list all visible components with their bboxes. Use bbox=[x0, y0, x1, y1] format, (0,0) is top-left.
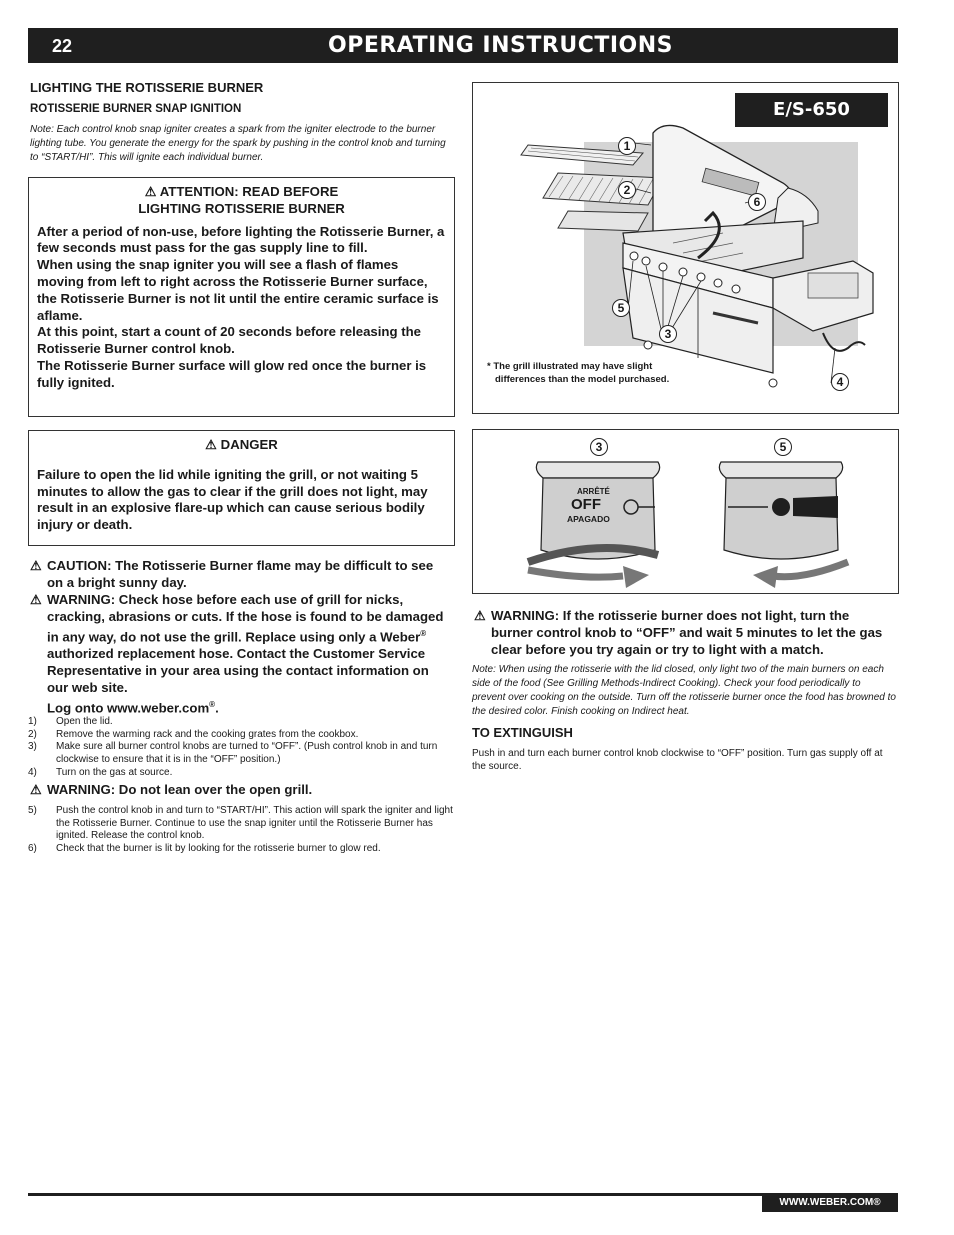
attention-box bbox=[28, 177, 455, 417]
callout-4: 4 bbox=[831, 373, 849, 391]
callout-6: 6 bbox=[748, 193, 766, 211]
hose-warning-text: WARNING: Check hose before each use of grill for nicks, cracking, abrasions or cuts. If the hose is found to be damaged in any way, do not use the grill. Replace using only a Weber bbox=[47, 592, 444, 645]
callout-1: 1 bbox=[618, 137, 636, 155]
page-title: OPERATING INSTRUCTIONS bbox=[328, 33, 673, 58]
attention-paragraph: At this point, start a count of 20 seconds before releasing the Rotisserie Burner control knob. bbox=[37, 324, 421, 357]
steps-list-a: 1) Open the lid. 2) Remove the warming rack and the cooking grates from the cookbox. 3) Make sure all burner control knobs are turned to “OFF”. (Push control knob in and turn clockwise to ensure that it is in the “OFF” position.) 4) Turn on the gas at source. bbox=[28, 716, 438, 778]
caution-text: CAUTION: The Rotisserie Burner flame may be difficult to see on a bright sunny day. bbox=[47, 558, 434, 590]
warning-triangle-icon: ⚠ bbox=[30, 558, 42, 573]
section-heading: LIGHTING THE ROTISSERIE BURNER bbox=[30, 80, 264, 95]
knob-figure bbox=[472, 429, 899, 594]
rotisserie-warning-text: WARNING: If the rotisserie burner does not light, turn the burner control knob to “OFF” and wait 5 minutes to let the gas clear before you try again or try to light with a match. bbox=[491, 608, 883, 657]
warning-triangle-icon: ⚠ bbox=[205, 437, 217, 452]
footer-url[interactable]: WWW.WEBER.COM® bbox=[762, 1193, 898, 1212]
extinguish-text: Push in and turn each burner control knob clockwise to “OFF” position. Turn gas supply off at the source. bbox=[472, 748, 883, 772]
callout-2: 2 bbox=[618, 181, 636, 199]
callout-3: 3 bbox=[659, 325, 677, 343]
attention-title-line1: ATTENTION: READ BEFORE bbox=[159, 184, 339, 199]
hose-warning-text-2: authorized replacement hose. Contact the Customer Service Representative in your area using the contact information on our web site. bbox=[47, 646, 429, 696]
callout-5: 5 bbox=[774, 438, 792, 456]
intro-note: Note: Each control knob snap igniter creates a spark from the igniter electrode to the burner lighting tube. You generate the energy for the spark by pushing in the control knob and turning to “START/HI”. This will ignite each individual burner. bbox=[30, 124, 446, 163]
page-number: 22 bbox=[52, 36, 73, 56]
knob-label-arrete: ARRÊTÉ bbox=[577, 487, 610, 496]
caution-item bbox=[30, 557, 450, 591]
danger-text: Failure to open the lid while igniting the grill, or not waiting 5 minutes to allow the gas to clear if the grill does not light, may result in an explosive flare-up which can cause serious bodily injury or death. bbox=[37, 466, 428, 533]
section-subheading: ROTISSERIE BURNER SNAP IGNITION bbox=[30, 103, 242, 115]
steps-list-b: 5) Push the control knob in and turn to “START/HI”. This action will spark the igniter and light the Rotisserie Burner. Continue to use the snap igniter until the Rotisserie Burner has ignited. Release the control knob. 6) Check that the burner is lit by looking for the rotisserie burner to glow red. bbox=[28, 805, 453, 854]
warning-triangle-icon: ⚠ bbox=[30, 782, 42, 797]
registered-mark: ® bbox=[420, 629, 427, 638]
hose-warning-item: ⚠ WARNING: Check hose before each use of grill for nicks, cracking, abrasions or cuts. If the hose is found to be damaged in any way, do not use the grill. Replace using only a Weber® authorized replacement hose. Contact the Customer Service Representative in your area using the contact information on our web site. Log onto www.weber.com®. bbox=[30, 592, 444, 716]
warning-triangle-icon: ⚠ bbox=[30, 592, 42, 607]
knob-illustration bbox=[473, 430, 898, 593]
callout-3: 3 bbox=[590, 438, 608, 456]
figure-footnote-line2: differences than the model purchased. bbox=[495, 374, 670, 385]
attention-paragraph: After a period of non-use, before lighting the Rotisserie Burner, a few seconds must pass for the gas supply line to fill. bbox=[37, 223, 445, 256]
model-label: E/S-650 bbox=[735, 93, 888, 127]
attention-title-line2: LIGHTING ROTISSERIE BURNER bbox=[138, 200, 345, 216]
danger-title: DANGER bbox=[220, 437, 278, 452]
lean-warning-item bbox=[30, 781, 450, 798]
extinguish-heading: TO EXTINGUISH bbox=[472, 725, 573, 740]
warning-triangle-icon: ⚠ bbox=[474, 608, 486, 623]
danger-box bbox=[28, 430, 455, 546]
lid-closed-note: Note: When using the rotisserie with the lid closed, only light two of the main burners on each side of the food (See Grilling Methods-Indirect Cooking). Check your food periodically to prevent over cooking on the outside. Turn off the rotisserie burner once the food has browned to the desired color. Finish cooking on Indirect heat. bbox=[472, 664, 896, 717]
lean-warning-text: WARNING: Do not lean over the open grill. bbox=[47, 782, 313, 797]
attention-paragraph: When using the snap igniter you will see a flash of flames moving from left to right across the Rotisserie Burner surface, the Rotisserie Burner is not lit until the entire ceramic surface is aflame. bbox=[37, 257, 439, 323]
registered-mark: ® bbox=[209, 700, 216, 710]
knob-label-apagado: APAGADO bbox=[567, 514, 610, 524]
callout-5: 5 bbox=[612, 299, 630, 317]
figure-footnote-line1: * The grill illustrated may have slight bbox=[487, 361, 653, 372]
weber-web-link[interactable]: Log onto www.weber.com bbox=[47, 700, 210, 716]
rotisserie-warning-item bbox=[474, 607, 894, 658]
warning-triangle-icon: ⚠ bbox=[144, 184, 157, 199]
grill-figure bbox=[472, 82, 899, 414]
attention-paragraph: The Rotisserie Burner surface will glow red once the burner is fully ignited. bbox=[37, 357, 427, 390]
page-header bbox=[28, 28, 898, 63]
knob-label-off: OFF bbox=[571, 496, 601, 513]
